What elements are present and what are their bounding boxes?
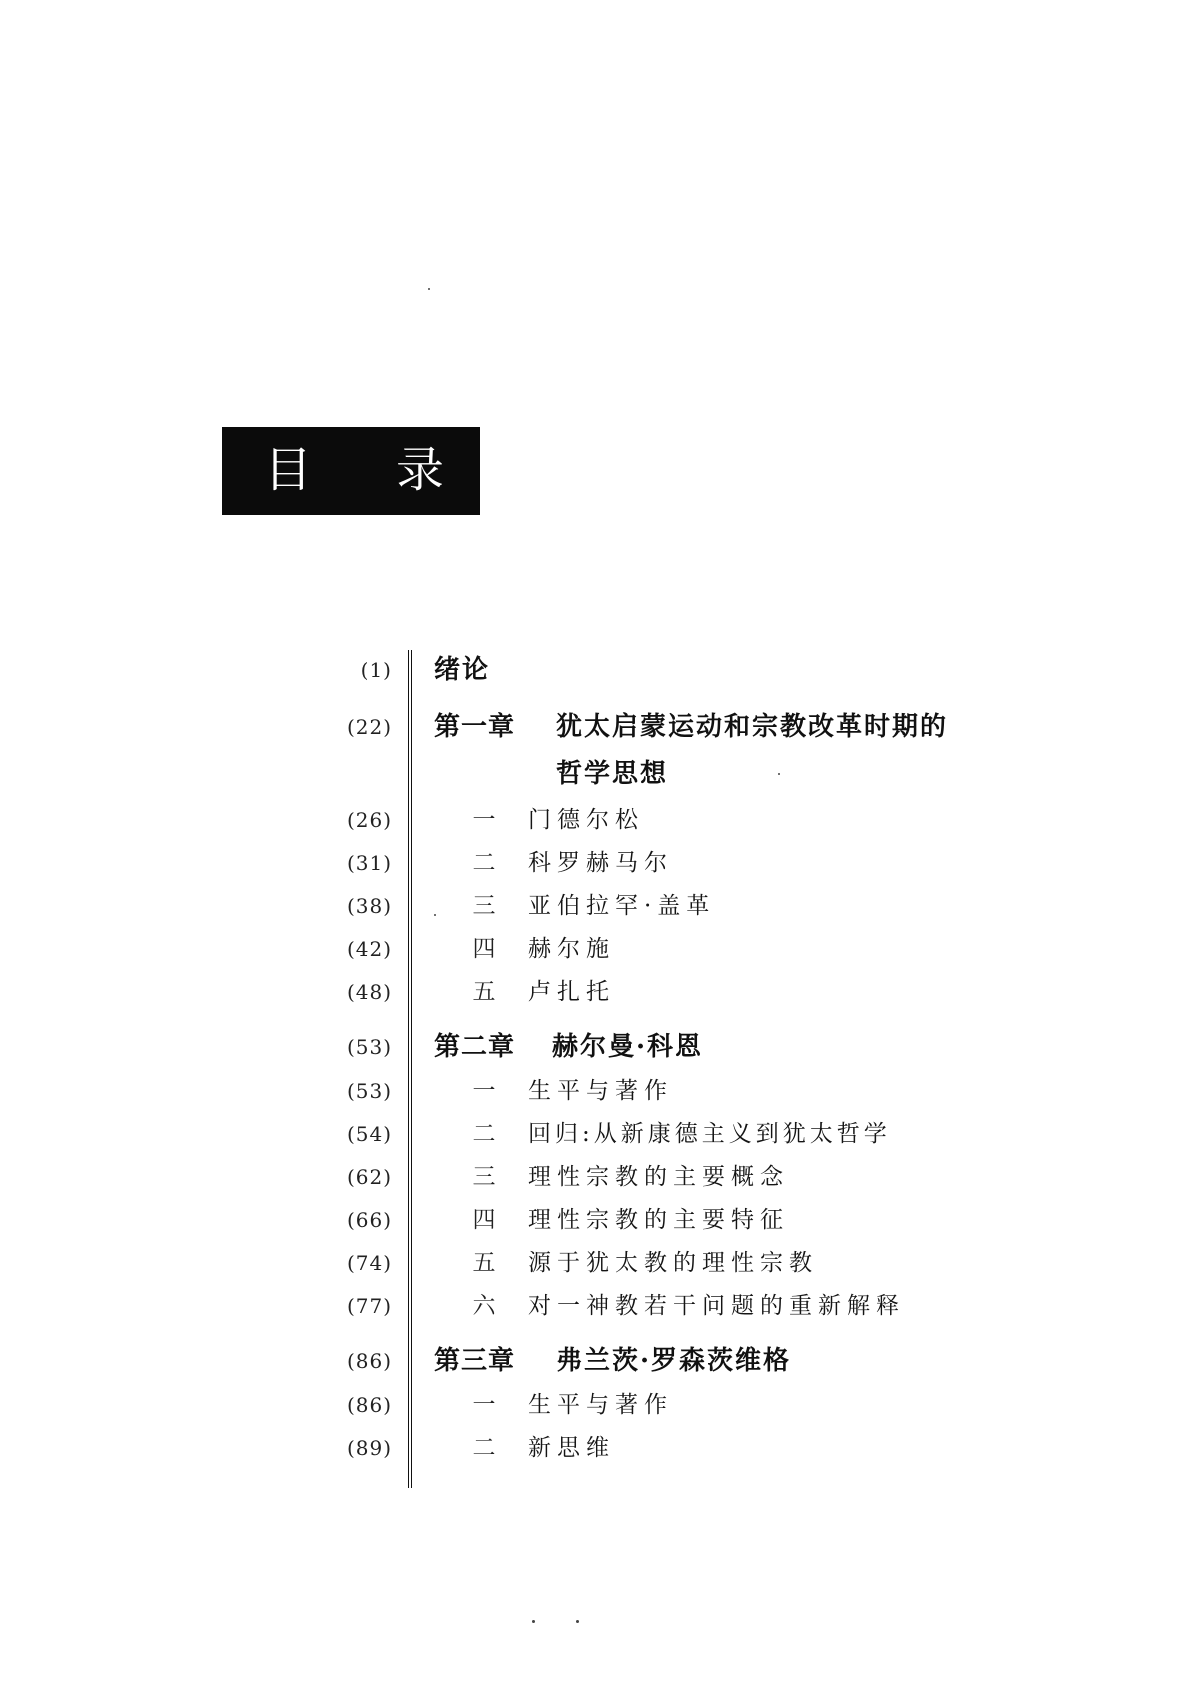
- toc-entry-section[interactable]: [320, 1157, 1080, 1197]
- toc-entry-section[interactable]: [320, 972, 1080, 1012]
- section-number: 二: [472, 850, 496, 876]
- chapter-title: 犹太启蒙运动和宗教改革时期的: [556, 712, 949, 742]
- page-number: (42): [346, 937, 392, 961]
- toc-entry-section[interactable]: [320, 1385, 1080, 1425]
- chapter-label: 第三章: [434, 1346, 516, 1376]
- heading-char-2: 录: [396, 442, 445, 498]
- page-number: (66): [346, 1208, 392, 1232]
- chapter-title: 弗兰茨·罗森茨维格: [556, 1346, 792, 1376]
- section-title: 新思维: [528, 1435, 615, 1461]
- toc-entry-intro[interactable]: [320, 650, 1080, 690]
- page-number: (89): [346, 1436, 392, 1460]
- toc-entry-section[interactable]: [320, 886, 1080, 926]
- chapter-title: 赫尔曼·科恩: [552, 1032, 704, 1062]
- section-number: 二: [472, 1121, 496, 1147]
- page-number: (38): [346, 894, 392, 918]
- scan-speck: [576, 1620, 579, 1623]
- section-number: 三: [472, 893, 496, 919]
- page-number: (62): [346, 1165, 392, 1189]
- table-of-contents: [320, 650, 1080, 1510]
- page-number: (74): [346, 1251, 392, 1275]
- section-number: 五: [472, 979, 496, 1005]
- section-title: 赫尔施: [528, 936, 615, 962]
- contents-heading: [222, 427, 480, 515]
- section-title: 理性宗教的主要特征: [528, 1207, 789, 1233]
- entry-title: 绪论: [434, 655, 491, 685]
- section-title: 卢扎托: [528, 979, 615, 1005]
- page-number: (53): [346, 1079, 392, 1103]
- page-number: (22): [346, 715, 392, 739]
- page-number: (48): [346, 980, 392, 1004]
- page-number: (1): [360, 658, 392, 682]
- section-number: 一: [472, 1392, 496, 1418]
- toc-entry-chapter-1[interactable]: [320, 707, 1080, 747]
- page-number: (86): [346, 1393, 392, 1417]
- heading-char-1: 目: [264, 442, 313, 498]
- section-number: 一: [472, 1078, 496, 1104]
- page-number: (77): [346, 1294, 392, 1318]
- section-title: 科罗赫马尔: [528, 850, 673, 876]
- toc-entry-section[interactable]: [320, 1114, 1080, 1154]
- section-number: 四: [472, 1207, 496, 1233]
- section-number: 六: [472, 1293, 496, 1319]
- section-title: 对一神教若干问题的重新解释: [528, 1293, 905, 1319]
- page-number: (86): [346, 1349, 392, 1373]
- page-number: (31): [346, 851, 392, 875]
- toc-entry-section[interactable]: [320, 843, 1080, 883]
- section-title: 生平与著作: [528, 1392, 673, 1418]
- chapter-label: 第二章: [434, 1032, 516, 1062]
- section-title: 生平与著作: [528, 1078, 673, 1104]
- section-number: 三: [472, 1164, 496, 1190]
- chapter-title-continued: 哲学思想: [556, 759, 669, 789]
- section-number: 二: [472, 1435, 496, 1461]
- toc-entry-chapter-2[interactable]: [320, 1027, 1080, 1067]
- toc-entry-section[interactable]: [320, 1071, 1080, 1111]
- toc-entry-section[interactable]: [320, 929, 1080, 969]
- scan-speck: [532, 1620, 535, 1623]
- toc-entry-section[interactable]: [320, 800, 1080, 840]
- chapter-label: 第一章: [434, 712, 516, 742]
- section-number: 四: [472, 936, 496, 962]
- toc-entry-section[interactable]: [320, 1286, 1080, 1326]
- toc-entry-section[interactable]: [320, 1200, 1080, 1240]
- toc-entry-section[interactable]: [320, 1243, 1080, 1283]
- section-title: 门德尔松: [528, 807, 644, 833]
- section-title: 理性宗教的主要概念: [528, 1164, 789, 1190]
- toc-entry-section[interactable]: [320, 1428, 1080, 1468]
- section-number: 一: [472, 807, 496, 833]
- toc-entry-chapter-1-continued: [320, 754, 1080, 794]
- section-title: 亚伯拉罕·盖革: [528, 893, 716, 919]
- section-title: 回归:从新康德主义到犹太哲学: [528, 1121, 891, 1147]
- scan-speck: [428, 288, 430, 290]
- page-number: (26): [346, 808, 392, 832]
- section-title: 源于犹太教的理性宗教: [528, 1250, 818, 1276]
- toc-entry-chapter-3[interactable]: [320, 1341, 1080, 1381]
- page-number: (53): [346, 1035, 392, 1059]
- page-number: (54): [346, 1122, 392, 1146]
- section-number: 五: [472, 1250, 496, 1276]
